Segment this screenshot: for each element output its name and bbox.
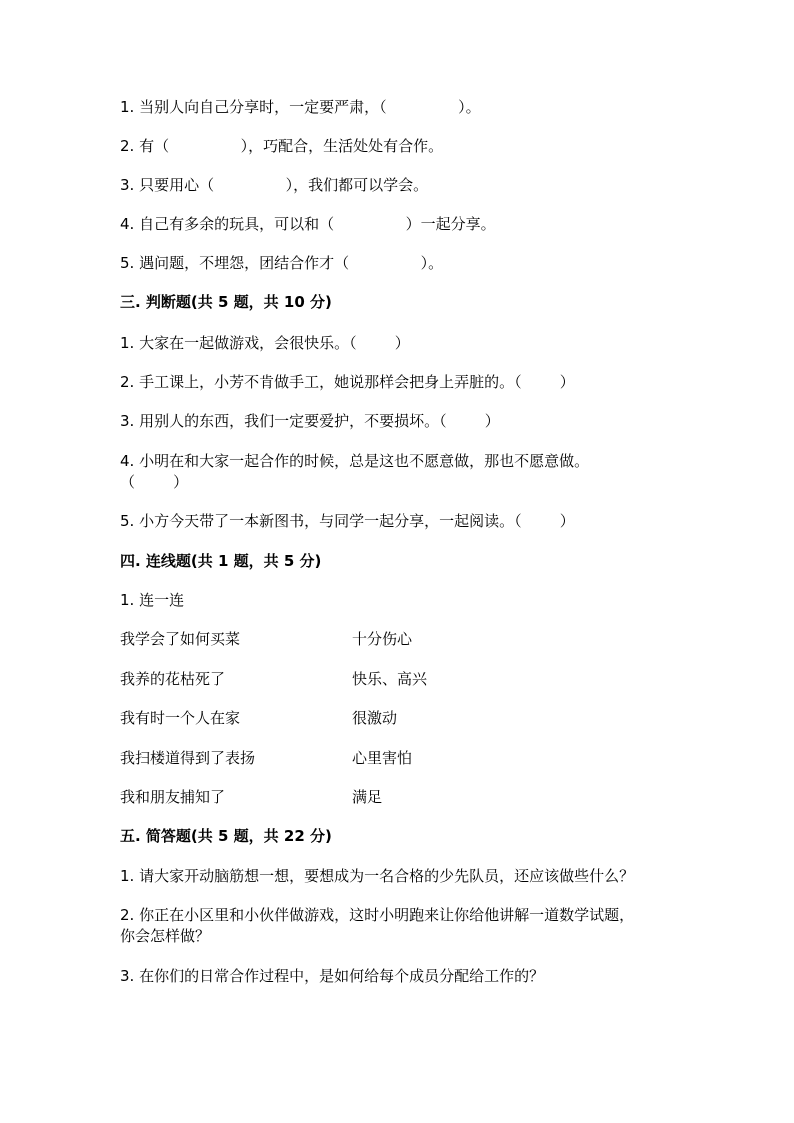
matching-question: 1. 连一连 xyxy=(120,591,185,609)
blank-question-2: 2. 有（ ），巧配合，生活处处有合作。 xyxy=(120,137,444,155)
matching-right-1: 十分伤心 xyxy=(352,630,413,648)
matching-right-4: 心里害怕 xyxy=(352,749,413,767)
judgment-question-5: 5. 小方今天带了一本新图书，与同学一起分享，一起阅读。（ ） xyxy=(120,512,575,530)
matching-left-4: 我扫楼道得到了表扬 xyxy=(120,749,256,767)
matching-right-2: 快乐、高兴 xyxy=(352,670,428,688)
short-answer-question-1: 1. 请大家开动脑筋想一想，要想成为一名合格的少先队员，还应该做些什么？ xyxy=(120,867,635,885)
matching-right-3: 很激动 xyxy=(352,709,398,727)
short-answer-question-2-cont: 你会怎样做？ xyxy=(120,927,211,945)
judgment-question-4: 4. 小明在和大家一起合作的时候，总是这也不愿意做，那也不愿意做。 xyxy=(120,452,590,470)
judgment-question-2: 2. 手工课上，小芳不肯做手工，她说那样会把身上弄脏的。（ ） xyxy=(120,373,575,391)
matching-right-5: 满足 xyxy=(352,788,383,806)
section-heading-short-answer: 五. 简答题(共 5 题，共 22 分) xyxy=(120,827,332,845)
matching-left-3: 我有时一个人在家 xyxy=(120,709,241,727)
short-answer-question-2: 2. 你正在小区里和小伙伴做游戏，这时小明跑来让你给他讲解一道数学试题， xyxy=(120,906,635,924)
blank-question-5: 5. 遇问题，不埋怨，团结合作才（ ）。 xyxy=(120,254,444,272)
blank-question-4: 4. 自己有多余的玩具，可以和（ ）一起分享。 xyxy=(120,215,496,233)
judgment-question-4-answer: （ ） xyxy=(120,473,189,491)
judgment-question-3: 3. 用别人的东西，我们一定要爱护，不要损坏。（ ） xyxy=(120,412,500,430)
matching-left-5: 我和朋友捕知了 xyxy=(120,788,226,806)
judgment-question-1: 1. 大家在一起做游戏，会很快乐。（ ） xyxy=(120,334,410,352)
section-heading-matching: 四. 连线题(共 1 题，共 5 分) xyxy=(120,552,322,570)
blank-question-3: 3. 只要用心（ ），我们都可以学会。 xyxy=(120,176,429,194)
matching-left-2: 我养的花枯死了 xyxy=(120,670,226,688)
short-answer-question-3: 3. 在你们的日常合作过程中，是如何给每个成员分配给工作的？ xyxy=(120,967,545,985)
matching-left-1: 我学会了如何买菜 xyxy=(120,630,241,648)
blank-question-1: 1. 当别人向自己分享时，一定要严肃，（ ）。 xyxy=(120,98,481,116)
section-heading-judgment: 三. 判断题(共 5 题，共 10 分) xyxy=(120,293,332,311)
